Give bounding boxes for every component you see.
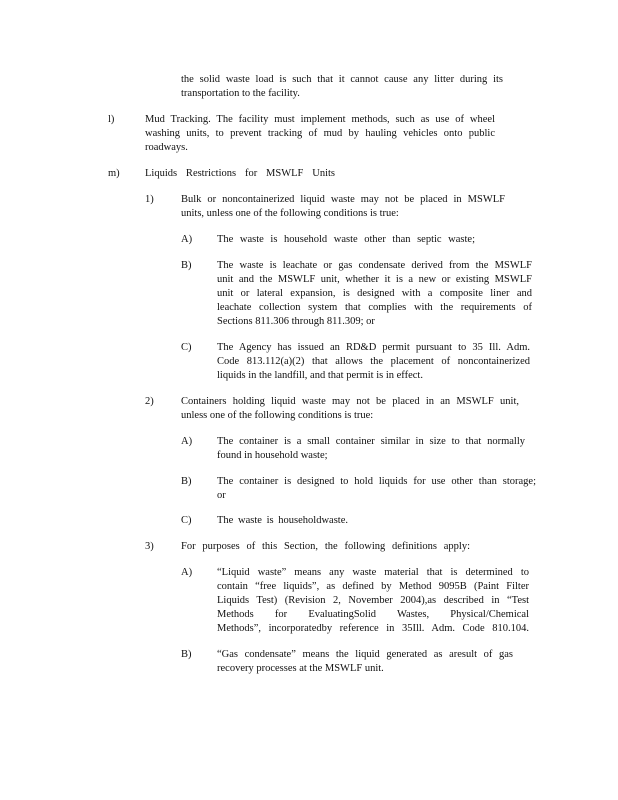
item-1-paragraph (181, 193, 505, 221)
text-line: The Agency has issued an RD&D permit pursuant to 35 Ill. Adm. (217, 342, 530, 353)
subitem-2c-paragraph (217, 514, 348, 528)
subitem-label: A) (181, 436, 193, 447)
text-line: The container is designed to hold liquids for use other than storage; (217, 476, 536, 487)
item-2-paragraph (181, 395, 519, 423)
item-3-paragraph (181, 540, 470, 554)
text-line: The waste is household waste other than septic waste; (217, 234, 475, 245)
item-label: 1) (145, 194, 154, 205)
subitem-1b-paragraph (217, 259, 532, 329)
subitem-1a-paragraph (217, 233, 475, 247)
section-label-m: m) (108, 168, 120, 179)
text-line: For purposes of this Section, the following definitions apply: (181, 541, 470, 552)
text-line: transportation to the facility. (181, 88, 300, 99)
text-line: found in household waste; (217, 450, 328, 461)
subitem-label: B) (181, 260, 192, 271)
text-line: Methods for EvaluatingSolid Wastes, Physical/Chemical (217, 609, 529, 620)
text-line: The waste is leachate or gas condensate derived from the MSWLF (217, 260, 532, 271)
subitem-label: A) (181, 567, 193, 578)
subitem-label: B) (181, 476, 192, 487)
text-line: unit and the MSWLF unit, whether it is a new or existing MSWLF (217, 274, 532, 285)
item-label: 3) (145, 541, 154, 552)
subitem-label: C) (181, 515, 192, 526)
text-line: roadways. (145, 142, 188, 153)
text-line: washing units, to prevent tracking of mud by hauling vehicles onto public (145, 128, 495, 139)
heading-text: Liquids Restrictions for MSWLF Units (145, 168, 335, 179)
subitem-3b-paragraph (217, 648, 513, 676)
text-line: Code 813.112(a)(2) that allows the placement of noncontainerized (217, 356, 530, 367)
text-line: units, unless one of the following conditions is true: (181, 208, 399, 219)
item-label: 2) (145, 396, 154, 407)
text-line: leachate collection system that complies with the requirements of (217, 302, 532, 313)
text-line: The container is a small container similar in size to that normally (217, 436, 525, 447)
text-line: Sections 811.306 through 811.309; or (217, 316, 375, 327)
subitem-2a-paragraph (217, 435, 525, 463)
intro-paragraph (181, 73, 503, 101)
text-line: recovery processes at the MSWLF unit. (217, 663, 384, 674)
text-line: Containers holding liquid waste may not be placed in an MSWLF unit, (181, 396, 519, 407)
section-label-l: l) (108, 114, 115, 125)
text-line: Liquids Test) (Revision 2, November 2004),as described in “Test (217, 595, 529, 606)
text-line: “Gas condensate” means the liquid generated as aresult of gas (217, 649, 513, 660)
subitem-2b-paragraph (217, 475, 536, 503)
subitem-label: C) (181, 342, 192, 353)
text-line: “Liquid waste” means any waste material that is determined to (217, 567, 529, 578)
text-line: The waste is householdwaste. (217, 515, 348, 526)
text-line: or (217, 490, 226, 501)
subitem-3a-paragraph (217, 566, 529, 636)
text-line: the solid waste load is such that it cannot cause any litter during its (181, 74, 503, 85)
text-line: Methods”, incorporatedby reference in 35Ill. Adm. Code 810.104. (217, 623, 529, 634)
subitem-label: B) (181, 649, 192, 660)
subitem-1c-paragraph (217, 341, 530, 383)
text-line: Bulk or noncontainerized liquid waste may not be placed in MSWLF (181, 194, 505, 205)
section-heading (145, 167, 335, 181)
text-line: liquids in the landfill, and that permit is in effect. (217, 370, 423, 381)
text-line: Mud Tracking. The facility must implement methods, such as use of wheel (145, 114, 495, 125)
subitem-label: A) (181, 234, 193, 245)
text-line: contain “free liquids”, as defined by Method 9095B (Paint Filter (217, 581, 529, 592)
mud-tracking-paragraph (145, 113, 495, 155)
text-line: unless one of the following conditions is true: (181, 410, 374, 421)
text-line: unit or lateral expansion, is designed with a composite liner and (217, 288, 532, 299)
